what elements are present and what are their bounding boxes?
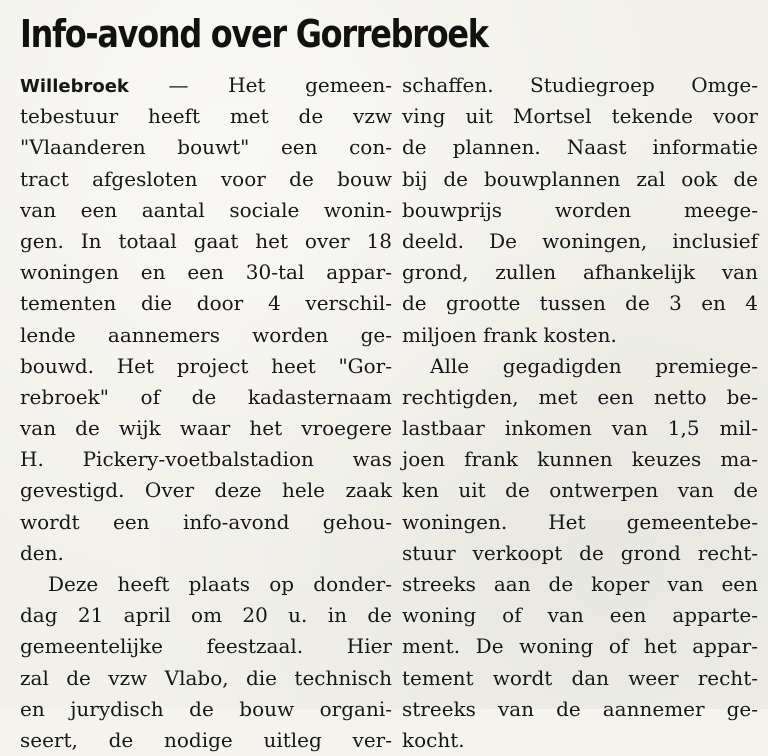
text-line	[402, 694, 758, 725]
text-line	[402, 320, 758, 351]
text-line-content: ken uit de ontwerpen van de	[402, 478, 758, 503]
text-line	[20, 538, 392, 569]
text-line	[20, 569, 392, 600]
text-line-content: bouwd. Het project heet "Gor-	[20, 353, 392, 378]
text-line-content: — Het gemeen-	[168, 73, 392, 97]
text-line-content: woningen. Het gemeentebe-	[402, 509, 758, 534]
text-line-content: bouwprijs worden meege-	[402, 197, 758, 222]
text-line-content: woningen en een 30-tal appar-	[20, 260, 392, 285]
text-line	[20, 631, 392, 662]
text-line	[402, 382, 758, 413]
text-line	[402, 444, 758, 475]
article-column-right	[402, 70, 758, 756]
text-line-content: miljoen frank kosten.	[402, 322, 617, 347]
text-line	[20, 288, 392, 319]
text-line-content: Deze heeft plaats op donder-	[48, 572, 392, 596]
text-line-content: woning of van een apparte-	[402, 603, 758, 628]
text-line	[20, 694, 392, 725]
text-line	[402, 507, 758, 538]
text-line	[402, 164, 758, 195]
text-line-content: bij de bouwplannen zal ook de	[402, 166, 758, 191]
text-line-content: streeks van de aannemer ge-	[402, 696, 758, 721]
text-line	[20, 101, 392, 132]
text-line	[402, 725, 758, 756]
text-line	[402, 257, 758, 288]
text-line	[402, 101, 758, 132]
text-line	[20, 226, 392, 257]
text-line-content: tement wordt dan weer recht-	[402, 665, 758, 690]
text-line-content: seert, de nodige uitleg ver-	[20, 727, 392, 752]
text-line	[402, 631, 758, 662]
text-line	[20, 257, 392, 288]
text-line	[402, 195, 758, 226]
text-line-content: ving uit Mortsel tekende voor	[402, 104, 758, 129]
text-line	[20, 164, 392, 195]
text-line	[20, 725, 392, 756]
text-line-content: den.	[20, 540, 64, 565]
text-line-content: deeld. De woningen, inclusief	[402, 228, 758, 253]
text-line	[402, 132, 758, 163]
text-line	[402, 663, 758, 694]
text-line-content: dag 21 april om 20 u. in de	[20, 603, 392, 628]
text-line	[20, 444, 392, 475]
text-line-content: lende aannemers worden ge-	[20, 322, 392, 347]
text-line	[402, 475, 758, 506]
text-line-content: tract afgesloten voor de bouw	[20, 166, 392, 191]
text-line-content: zal de vzw Vlabo, die technisch	[20, 665, 392, 690]
text-line-content: van de wijk waar het vroegere	[20, 416, 392, 441]
text-line	[20, 132, 392, 163]
text-line	[20, 320, 392, 351]
text-line	[402, 413, 758, 444]
text-line-content: rebroek" of de kadasternaam	[20, 384, 392, 409]
text-line	[20, 600, 392, 631]
text-line	[20, 70, 392, 101]
text-line-content: ment. De woning of het appar-	[402, 634, 758, 659]
text-line-content: streeks aan de koper van een	[402, 572, 758, 596]
text-line-content: wordt een info-avond gehou-	[20, 509, 392, 534]
text-line	[402, 600, 758, 631]
text-line	[20, 351, 392, 382]
text-line	[20, 507, 392, 538]
article-column-left	[20, 70, 392, 756]
text-line-content: kocht.	[402, 727, 465, 752]
text-line	[402, 351, 758, 382]
text-line-content: Alle gegadigden premiege-	[430, 353, 758, 378]
text-line-content: joen frank kunnen keuzes ma-	[402, 447, 758, 472]
text-line-content: gevestigd. Over deze hele zaak	[20, 478, 392, 503]
text-line-content: gemeentelijke feestzaal. Hier	[20, 634, 392, 659]
text-line	[402, 288, 758, 319]
text-line	[402, 226, 758, 257]
text-line-content: grond, zullen afhankelijk van	[402, 260, 758, 285]
text-line-content: "Vlaanderen bouwt" een con-	[20, 135, 392, 160]
text-line-content: en jurydisch de bouw organi-	[20, 696, 392, 721]
text-line	[20, 382, 392, 413]
headline: Info-avond over Gorrebroek	[20, 12, 488, 56]
text-line	[20, 195, 392, 226]
text-line-content: stuur verkoopt de grond recht-	[402, 540, 758, 565]
text-line-content: van een aantal sociale wonin-	[20, 197, 392, 222]
text-line-content: tementen die door 4 verschil-	[20, 291, 392, 316]
text-line-content: H. Pickery-voetbalstadion was	[20, 447, 392, 472]
text-line-content: de plannen. Naast informatie	[402, 135, 758, 160]
text-line-content: tebestuur heeft met de vzw	[20, 104, 392, 129]
text-line-content: lastbaar inkomen van 1,5 mil-	[402, 416, 758, 441]
text-line-content: schaffen. Studiegroep Omge-	[402, 73, 758, 97]
text-line	[20, 663, 392, 694]
text-line	[402, 569, 758, 600]
text-line-content: gen. In totaal gaat het over 18	[20, 228, 392, 253]
text-line-content: de grootte tussen de 3 en 4	[402, 291, 758, 316]
text-line	[20, 475, 392, 506]
text-line	[20, 413, 392, 444]
text-line	[402, 538, 758, 569]
text-line	[402, 70, 758, 101]
text-line-content: rechtigden, met een netto be-	[402, 384, 758, 409]
dateline: Willebroek	[20, 76, 129, 97]
